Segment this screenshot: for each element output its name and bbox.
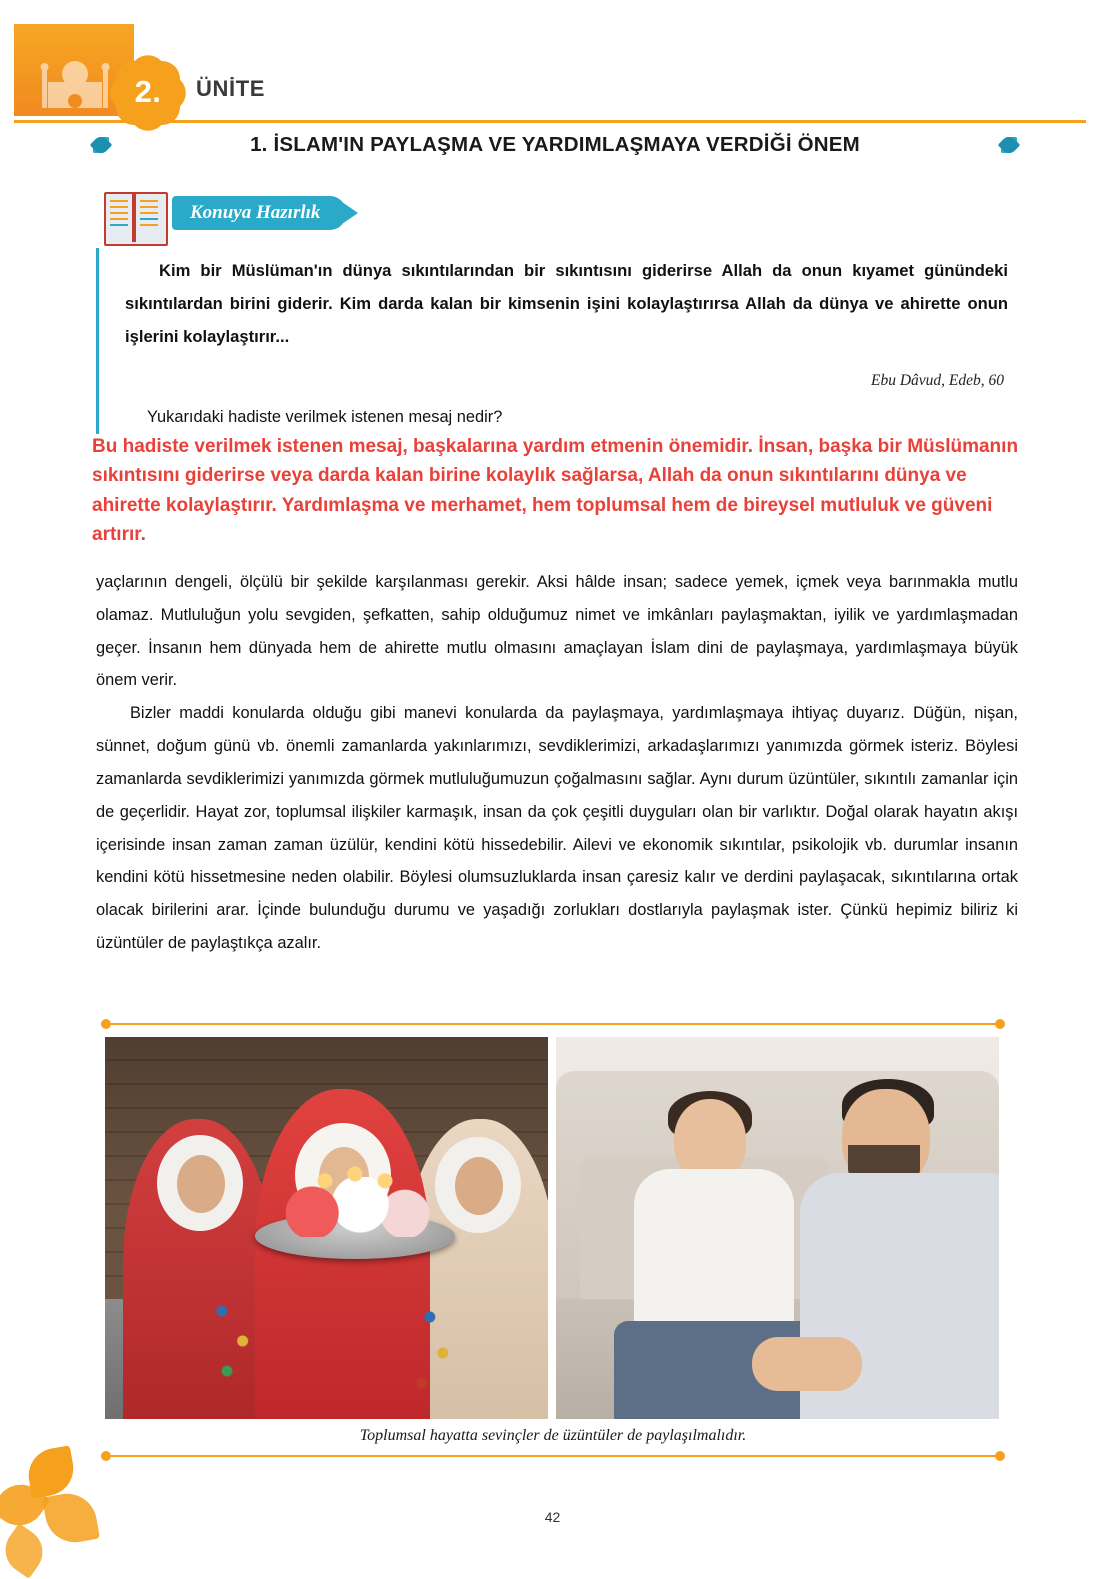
preparation-block: [96, 188, 1016, 434]
section-title-row: [90, 133, 1020, 157]
body-paragraph-1: yaçlarının dengeli, ölçülü bir şekilde karşılanması gerekir. Aksi hâlde insan; sadece yemek, içmek veya barınmakla mutlu olamaz. Mutluluğun yolu sevgiden, şefkatten, sahip olduğumuz nimet ve imkânları paylaşmaktan, iyilik ve yardımlaşmadan geçer. İnsanın hem dünyada hem de ahirette mutlu olmasını amaçlayan İslam dini de paylaşmaya, yardımlaşmaya büyük önem verir.: [96, 573, 1018, 690]
rule-line: [107, 1455, 999, 1457]
body-paragraph-2: Bizler maddi konularda olduğu gibi manevi konularda da paylaşmaya, yardımlaşmaya ihtiyaç duyarız. Düğün, nişan, sünnet, doğum günü vb. önemli zamanlarda yakınlarımızı, sevdiklerimizi, arkadaşlarımızı yanımızda görmek isteriz. Böylesi zamanlarda sevdiklerimizi yanımızda görmek mutluluğumuzun çoğalmasını sağlar. Aynı durum üzüntüler, sıkıntılı zamanlar için de geçerlidir. Hayat zor, toplumsal ilişkiler karmaşık, insan da çok çeşitli duyguları olan bir varlıktır. Doğal olarak hayatın akışı içerisinde insan zaman zaman üzülür, kendini kötü hissedebilir. Ailevi ve ekonomik sıkıntılar, psikolojik vb. durumlar insanın kendini kötü hissetmesine neden olabilir. Böylesi olumsuzluklarda insan çaresiz kalır ve derdini paylaşacak, sıkıntılarına ortak olacak birilerini arar. İçinde bulunduğu durumu ve yaşadığı zorlukları dostlarıyla paylaşmak ister. Çünkü hepimiz biliriz ki üzüntüler de paylaştıkça azalır.: [96, 704, 1018, 952]
preparation-body: [96, 248, 1016, 434]
page-title: 1. İSLAM'IN PAYLAŞMA VE YARDIMLAŞMAYA VERDİĞİ ÖNEM: [250, 133, 860, 156]
figure-bottom-rule: [101, 1451, 1005, 1461]
unit-number-badge: [109, 54, 187, 132]
rule-dot-right: [995, 1019, 1005, 1029]
open-book-icon: [104, 188, 166, 244]
flower-ornament-icon: [998, 134, 1020, 156]
student-answer-text: Bu hadiste verilmek istenen mesaj, başkalarına yardım etmenin önemidir. İnsan, başka bir Müslümanın sıkıntısını giderirse veya darda kalan birine kolaylık sağlarsa, Allah da onun sıkıntılarını dünya ve ahirette kolaylaştırır. Yardımlaşma ve merhamet, hem toplumsal hem de bireysel mutluluk ve güveni artırır.: [92, 436, 1019, 546]
page-number: 42: [544, 1509, 561, 1525]
rule-dot-right: [995, 1451, 1005, 1461]
rule-line: [107, 1023, 999, 1025]
photo-father-and-son: [556, 1037, 999, 1419]
hadith-text: Kim bir Müslüman'ın dünya sıkıntılarından bir sıkıntısını giderirse Allah da onun kıyamet günündeki sıkıntılardan birini giderir. Kim darda kalan bir kimsenin işini kolaylaştırırsa Allah da dünya ve ahirette onun işlerini kolaylaştırır...: [125, 261, 1008, 347]
body-text: [96, 566, 1018, 960]
figure-images: [101, 1029, 1005, 1419]
hadith-source: Ebu Dâvud, Edeb, 60: [870, 371, 1004, 389]
flower-ornament-icon: [0, 1439, 124, 1569]
unit-number: 2.: [134, 74, 162, 109]
flower-ornament-icon: [90, 134, 112, 156]
unit-header-band: [14, 24, 1086, 120]
figure-top-rule: [101, 1019, 1005, 1029]
unit-label: ÜNİTE: [196, 76, 265, 101]
preparation-question: Yukarıdaki hadiste verilmek istenen mesaj nedir?: [147, 407, 503, 426]
photo-traditional-celebration: [105, 1037, 548, 1419]
figure-caption: Toplumsal hayatta sevinçler de üzüntüler de paylaşılmalıdır.: [359, 1427, 747, 1444]
preparation-badge-label: Konuya Hazırlık: [172, 196, 346, 230]
preparation-header: [96, 188, 1016, 242]
figure-block: [101, 1019, 1005, 1461]
